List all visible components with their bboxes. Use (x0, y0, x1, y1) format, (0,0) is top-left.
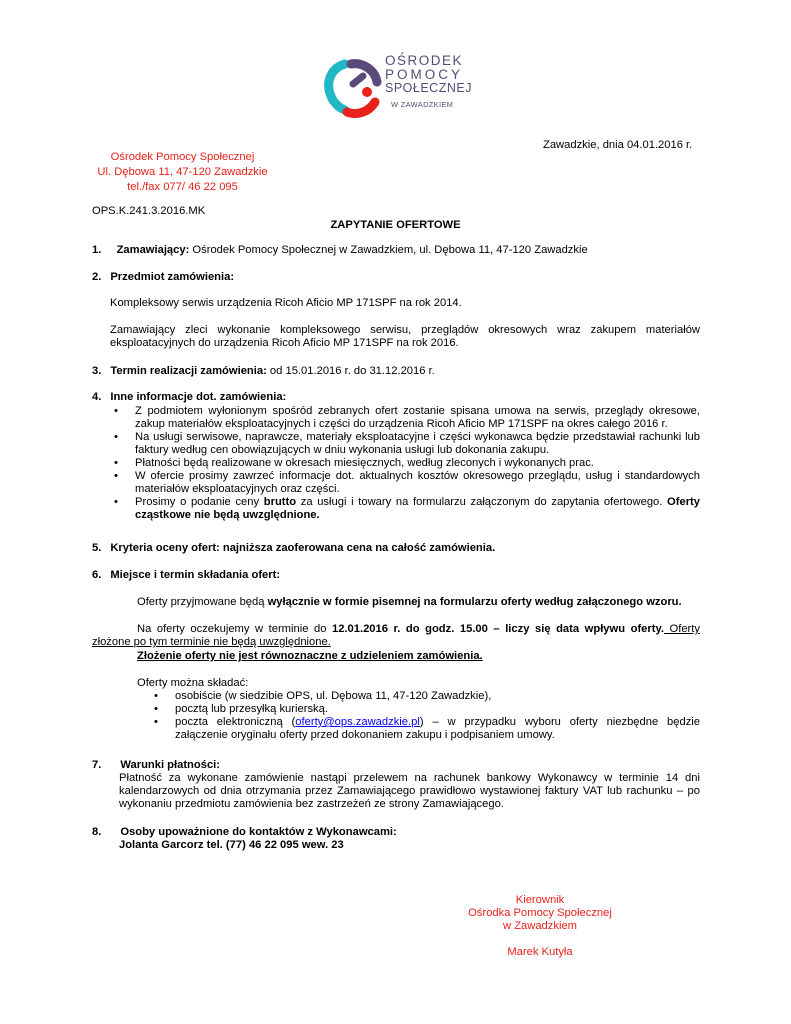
sender-name: Ośrodek Pomocy Społecznej (110, 151, 255, 163)
section-5-number: 5. (92, 542, 102, 554)
list-item: • poczta elektroniczną (oferty@ops.zawadzkie.pl) – w przypadku wyboru oferty niezbędne będzie załączenie oryginału oferty przed dokonaniem zakupu i podpisaniem umowy. (154, 716, 701, 741)
section-7-label: Warunki płatności: (120, 759, 221, 771)
signature-role: Kierownik (515, 894, 565, 906)
sender-block (80, 151, 285, 194)
section-6-label: Miejsce i termin składania ofert: (110, 569, 281, 581)
section-1-number: 1. (92, 244, 102, 256)
document-title: ZAPYTANIE OFERTOWE (330, 219, 461, 231)
section-4-list (110, 405, 700, 522)
section-2-label: Przedmiot zamówienia: (110, 271, 235, 283)
section-8-heading (92, 826, 397, 839)
section-6-number: 6. (92, 569, 102, 581)
section-4-label: Inne informacje dot. zamówienia: (110, 391, 287, 403)
list-item: • pocztą lub przesyłką kurierską. (154, 703, 328, 715)
logo-line-2: POMOCY (385, 67, 464, 82)
logo-line-4: W ZAWADZKIEM (391, 100, 454, 109)
signature-office-1: Ośrodka Pomocy Społecznej (468, 907, 612, 919)
section-6-heading (92, 569, 280, 582)
sender-address: Ul. Dębowa 11, 47-120 Zawadzkie (97, 166, 268, 178)
list-item: • W ofercie prosimy zawrzeć informacje dot. aktualnych kosztów okresowego przeglądu, usług i standardowych materiałów eksploatacyjnych oraz części. (114, 470, 700, 495)
section-6-p1: Oferty przyjmowane będą wyłącznie w formie pisemnej na formularzu oferty według załączonego wzoru. (137, 596, 682, 608)
logo-emblem-icon (323, 56, 385, 120)
reference-number: OPS.K.241.3.2016.MK (92, 205, 206, 217)
email-link[interactable]: oferty@ops.zawadzkie.pl (295, 716, 420, 728)
section-7-heading (92, 759, 220, 772)
section-1 (92, 244, 702, 257)
section-8-number: 8. (92, 826, 102, 838)
sender-phone: tel./fax 077/ 46 22 095 (127, 181, 238, 193)
section-7-text: Płatność za wykonane zamówienie nastąpi przelewem na rachunek bankowy Wykonawcy w terminie 14 dni kalendarzowych od dnia otrzymania przez Zamawiającego prawidłowo wystawionej faktury VAT lub rachunku – po wykonaniu przedmiotu zamówienia bez zastrzeżeń ze strony Zamawiającego. (119, 772, 700, 810)
section-5-label: Kryteria oceny ofert: najniższa zaoferowana cena na całość zamówienia. (110, 542, 496, 554)
section-6-list (150, 690, 700, 742)
section-8-label: Osoby upoważnione do kontaktów z Wykonawcami: (120, 826, 397, 838)
logo-line-1: OŚRODEK (385, 53, 464, 68)
section-4-heading (92, 391, 286, 404)
section-7-number: 7. (92, 759, 102, 771)
section-3 (92, 365, 435, 378)
section-2-p1: Kompleksowy serwis urządzenia Ricoh Aficio MP 171SPF na rok 2014. (110, 297, 462, 309)
logo (323, 52, 473, 122)
list-item: • osobiście (w siedzibie OPS, ul. Dębowa 11, 47-120 Zawadzkie), (154, 690, 492, 702)
section-2-heading (92, 271, 234, 284)
list-item: • Z podmiotem wyłonionym spośród zebranych ofert zostanie spisana umowa na serwis, przeglądy okresowe, zakup materiałów eksploatacyjnych i części do urządzenia Ricoh Aficio MP 171SPF na okres całego 2016 r. (114, 405, 700, 430)
section-5 (92, 542, 495, 555)
list-item: • Na usługi serwisowe, naprawcze, materiały eksploatacyjne i części wykonawca będzie przedstawiał rachunki lub faktury według cen obowiązujących w dniu wykonania usługi lub dokonania zakupu. (114, 431, 700, 456)
signature-name: Marek Kutyła (507, 946, 573, 958)
logo-line-3: SPOŁECZNEJ (385, 81, 472, 95)
section-3-number: 3. (92, 365, 102, 377)
section-2-number: 2. (92, 271, 102, 283)
signature-block (440, 894, 640, 959)
section-8-contact: Jolanta Garcorz tel. (77) 46 22 095 wew. 23 (119, 839, 344, 851)
section-6-p2: Na oferty oczekujemy w terminie do 12.01.2016 r. do godz. 15.00 – liczy się data wpływu oferty. Oferty złożone po tym terminie nie będą uwzględnione. (92, 623, 700, 648)
section-1-text: Ośrodek Pomocy Społecznej w Zawadzkiem, ul. Dębowa 11, 47-120 Zawadzkie (189, 244, 588, 256)
section-6-p3: Złożenie oferty nie jest równoznaczne z udzieleniem zamówienia. (137, 650, 483, 662)
section-3-label: Termin realizacji zamówienia: (110, 365, 267, 377)
list-item: • Prosimy o podanie ceny brutto za usługi i towary na formularzu załączonym do zapytania ofertowego. Oferty cząstkowe nie będą uwzględnione. (114, 496, 700, 521)
signature-office-2: w Zawadzkiem (503, 920, 577, 932)
section-3-text: od 15.01.2016 r. do 31.12.2016 r. (266, 365, 435, 377)
section-4-number: 4. (92, 391, 102, 403)
section-2-p2: Zamawiający zleci wykonanie kompleksowego serwisu, przeglądów okresowych wraz zakupem materiałów eksploatacyjnych do urządzenia Ricoh Aficio MP 171SPF na rok 2016. (110, 324, 700, 349)
place-date: Zawadzkie, dnia 04.01.2016 r. (543, 139, 693, 151)
section-1-label: Zamawiający: (116, 244, 190, 256)
list-item: • Płatności będą realizowane w okresach miesięcznych, według zleconych i wykonanych prac. (114, 457, 594, 469)
section-6-p4: Oferty można składać: (137, 677, 249, 689)
